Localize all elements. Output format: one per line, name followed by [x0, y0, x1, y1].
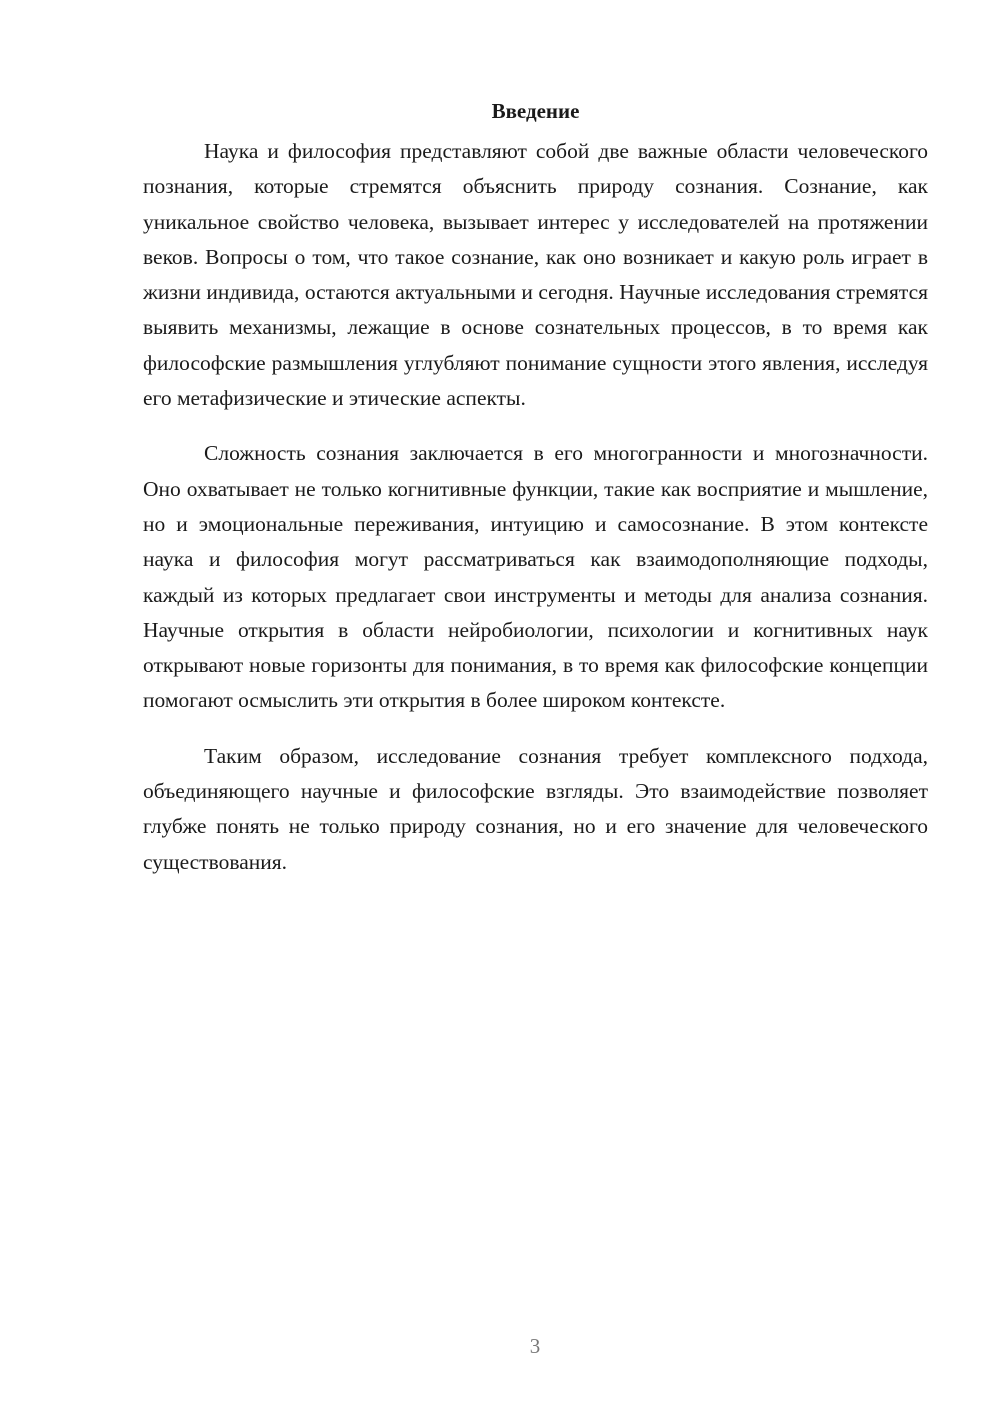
page-content [143, 96, 928, 900]
page-number: 3 [529, 1334, 541, 1358]
section-heading: Введение [491, 99, 580, 123]
paragraph-2: Сложность сознания заключается в его многогранности и многозначности. Оно охватывает не только когнитивные функции, такие как восприятие и мышление, но и эмоциональные переживания, интуицию и самосознание. В этом контексте наука и философия могут рассматриваться как взаимодополняющие подходы, каждый из которых предлагает свои инструменты и методы для анализа сознания. Научные открытия в области нейробиологии, психологии и когнитивных наук открывают новые горизонты для понимания, в то время как философские концепции помогают осмыслить эти открытия в более широком контексте. [143, 441, 928, 713]
paragraph-3: Таким образом, исследование сознания требует комплексного подхода, объединяющего научные и философские взгляды. Это взаимодействие позволяет глубже понять не только природу сознания, но и его значение для человеческого существования. [143, 743, 928, 874]
paragraph-1: Наука и философия представляют собой две важные области человеческого познания, которые стремятся объяснить природу сознания. Сознание, как уникальное свойство человека, вызывает интерес у исследователей на протяжении веков. Вопросы о том, что такое сознание, как оно возникает и какую роль играет в жизни индивида, остаются актуальными и сегодня. Научные исследования стремятся выявить механизмы, лежащие в основе сознательных процессов, в то время как философские размышления углубляют понимание сущности этого явления, исследуя его метафизические и этические аспекты. [143, 139, 928, 411]
